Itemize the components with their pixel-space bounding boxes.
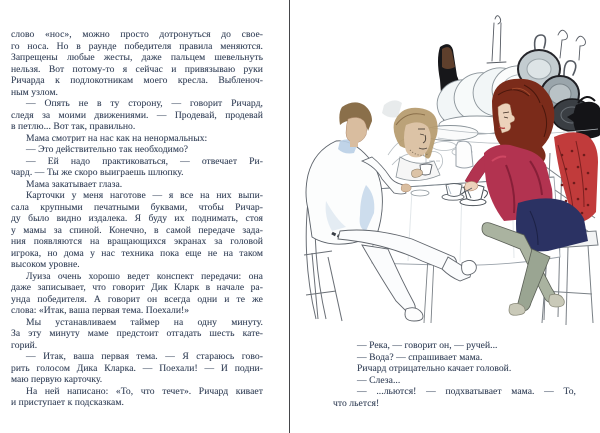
text-line: — Итак, ваша первая тема. — Я стараюсь гово- — [26, 351, 263, 362]
text-line: За эту минуту маме предстоит отгадать шесть кате- — [11, 328, 263, 339]
text-line: Ричарда к подлокотникам моего кресла. Выбленоч- — [11, 75, 263, 86]
text-line: слова: «Итак, ваша первая тема. Поехали!» — [11, 305, 190, 316]
text-line: — Вода? — спрашивает мама. — [357, 351, 483, 363]
text-line: Карточки у меня наготове — я все на них выпи- — [26, 190, 263, 201]
text-line: игрока, но дома у нас техника пока еще не на таком — [11, 247, 263, 259]
text-line: Ричард отрицательно качает головой. — [357, 363, 512, 374]
text-line: Мама закатывает глаза. — [26, 178, 123, 190]
text-line: го носа. Но в раунде победителя правила меняются. — [11, 40, 263, 52]
text-line: нельзя. Вот потому-то я сейчас и привязываю руки — [11, 63, 263, 75]
text-line: Запрещены любые жесты, даже пальцем шевельнуть — [11, 52, 263, 63]
text-line: — Слеза... — [357, 374, 401, 386]
text-line: маю первую карточку. — [11, 374, 103, 385]
text-line: сала крупными печатными буквами, чтобы Ричар- — [11, 201, 263, 213]
text-line: Луиза очень хорошо ведет конспект передачи: она — [26, 270, 263, 282]
book-illustration — [292, 5, 600, 337]
text-line: ния появляются на вращающихся экранах за головой — [11, 236, 263, 247]
text-line: Мы устанавливаем таймер на одну минуту. — [26, 316, 263, 328]
bottle — [487, 16, 506, 63]
middle-man-figure — [394, 108, 440, 181]
left-page-text — [11, 29, 263, 409]
text-line: слово «нос», можно просто дотронуться до свое- — [11, 29, 263, 40]
text-line: высоком уровне. — [11, 259, 80, 270]
text-line: — Ей надо практиковаться, — отвечает Ри- — [26, 155, 263, 167]
right-page-text — [333, 340, 576, 409]
text-line: — Это действительно так необходимо? — [26, 144, 189, 155]
text-line: следя за моими движениями. — Продевай, продевай — [11, 109, 263, 121]
text-line: — Река, — говорит он, — ручей... — [357, 340, 498, 351]
text-line: ду было видно издалека. Я буду их поднимать, стоя — [11, 213, 263, 224]
text-line: горий. — [11, 339, 38, 351]
text-line: чард. — Ты же скоро выиграешь шлюпку. — [11, 167, 184, 178]
text-line: у мамы за спиной. Конечно, в самой передаче зада- — [11, 224, 263, 236]
text-line: — ...льются! — подхватывает мама. — То, — [357, 386, 576, 397]
text-line: унда победителя. А говорит он всегда одни и те же — [11, 293, 263, 305]
text-line: — Опять не в ту сторону, — говорит Ричард, — [26, 98, 263, 109]
text-line: На ней написано: «То, что течет». Ричард кивает — [26, 385, 263, 397]
jug — [456, 141, 473, 168]
text-line: рить голосом Дика Кларка. — Поехали! — И подни- — [11, 362, 263, 374]
text-line: и приступает к подсказкам. — [11, 397, 124, 408]
saucer — [411, 190, 429, 196]
text-line: в петлю... Вот так, правильно. — [11, 121, 136, 132]
text-line: даже записывает, что говорит Дик Кларк в начале ра- — [11, 282, 263, 293]
text-line: Мама смотрит на нас как на ненормальных: — [26, 132, 208, 144]
page-gutter — [289, 0, 290, 433]
text-line: ным узлом. — [11, 86, 59, 98]
text-line: что льется! — [333, 397, 380, 409]
